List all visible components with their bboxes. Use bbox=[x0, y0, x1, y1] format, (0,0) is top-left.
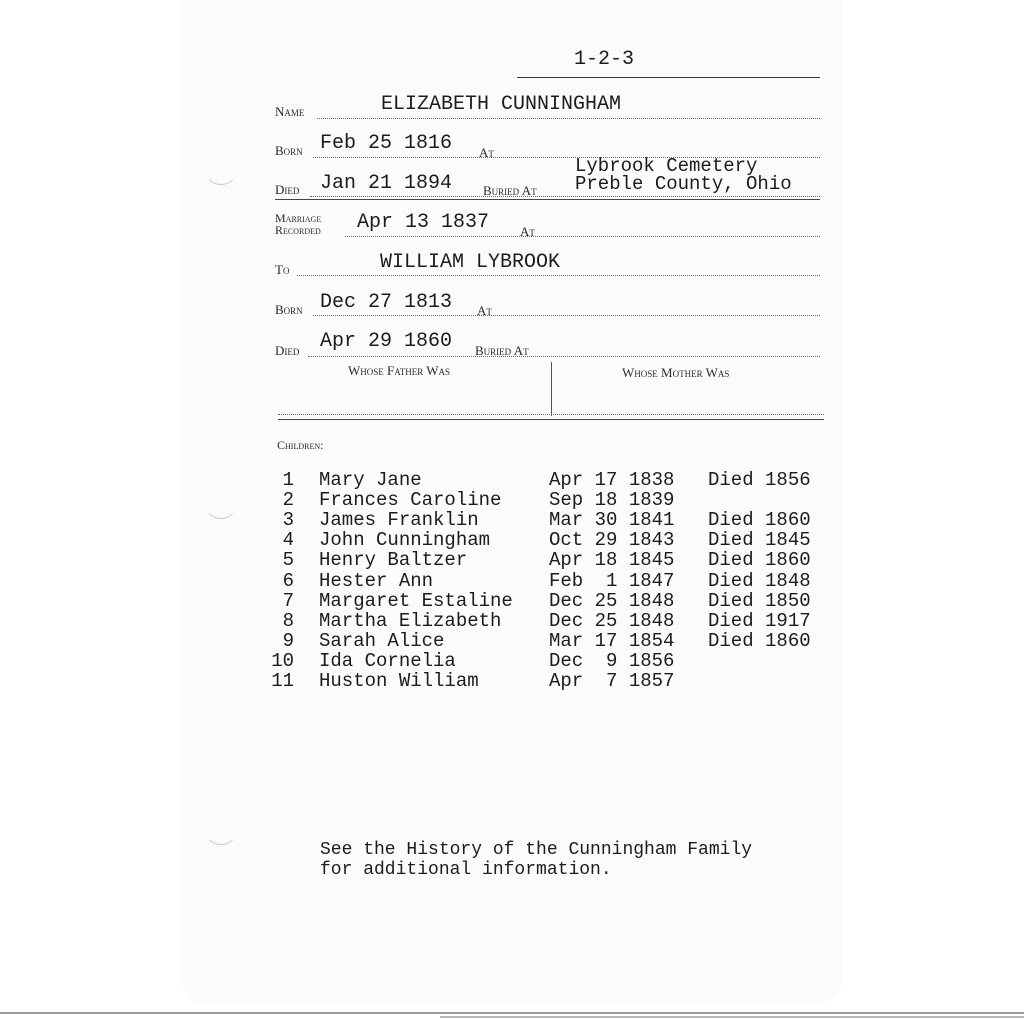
child-birth: Mar 30 1841 bbox=[549, 509, 675, 531]
parents-rule bbox=[278, 419, 824, 420]
spouse-name: WILLIAM LYBROOK bbox=[380, 251, 561, 274]
child-name: Huston William bbox=[319, 670, 479, 692]
marriage-date: Apr 13 1837 bbox=[357, 211, 490, 234]
card-number: 1-2-3 bbox=[574, 48, 635, 71]
punch-hole bbox=[204, 486, 238, 519]
spouse-born-dotted-line bbox=[313, 315, 820, 316]
child-name: Martha Elizabeth bbox=[319, 610, 502, 632]
person-name: ELIZABETH CUNNINGHAM bbox=[381, 93, 622, 116]
note-line1: See the History of the Cunningham Family bbox=[320, 840, 753, 860]
child-number: 1 bbox=[282, 469, 294, 491]
child-birth: Dec 9 1856 bbox=[549, 650, 675, 672]
child-died: Died 1845 bbox=[708, 529, 811, 551]
child-birth: Apr 7 1857 bbox=[549, 670, 675, 692]
child-birth: Apr 17 1838 bbox=[549, 469, 675, 491]
child-birth: Mar 17 1854 bbox=[549, 630, 675, 652]
child-died: Died 1917 bbox=[708, 610, 811, 632]
parents-divider bbox=[551, 362, 552, 416]
child-name: Hester Ann bbox=[319, 570, 434, 592]
died-dotted-line bbox=[310, 196, 820, 197]
child-died: Died 1856 bbox=[708, 469, 811, 491]
child-birth: Sep 18 1839 bbox=[549, 489, 675, 511]
child-birth: Apr 18 1845 bbox=[549, 549, 675, 571]
child-birth: Feb 1 1847 bbox=[549, 570, 675, 592]
burial-place-line2: Preble County, Ohio bbox=[575, 173, 792, 195]
note-line2: for additional information. bbox=[320, 860, 612, 880]
spouse-born-label: Born bbox=[275, 302, 303, 317]
to-label: To bbox=[275, 262, 290, 277]
punch-hole bbox=[204, 152, 238, 185]
child-number: 9 bbox=[282, 630, 294, 652]
child-number: 8 bbox=[282, 610, 294, 632]
child-number: 6 bbox=[282, 570, 294, 592]
child-died: Died 1860 bbox=[708, 630, 811, 652]
child-birth: Dec 25 1848 bbox=[549, 610, 675, 632]
spouse-buried-at-label: Buried At bbox=[475, 343, 529, 358]
card-number-rule bbox=[517, 77, 820, 78]
children-label: Children: bbox=[277, 438, 324, 452]
section-rule bbox=[275, 199, 820, 200]
child-number: 5 bbox=[282, 549, 294, 571]
child-name: Mary Jane bbox=[319, 469, 422, 491]
whose-father-was-label: Whose Father Was bbox=[348, 363, 451, 378]
spouse-born: Dec 27 1813 bbox=[320, 291, 453, 314]
child-number: 3 bbox=[282, 509, 294, 531]
child-died: Died 1848 bbox=[708, 570, 811, 592]
child-name: Frances Caroline bbox=[319, 489, 502, 511]
child-name: Ida Cornelia bbox=[319, 650, 456, 672]
person-died: Jan 21 1894 bbox=[320, 172, 453, 195]
child-name: John Cunningham bbox=[319, 529, 491, 551]
marriage-at-label: At bbox=[520, 224, 535, 239]
child-died: Died 1860 bbox=[708, 509, 811, 531]
child-number: 11 bbox=[271, 670, 294, 692]
spouse-died: Apr 29 1860 bbox=[320, 330, 453, 353]
marriage-label: Marriage bbox=[275, 211, 322, 225]
spouse-died-label: Died bbox=[275, 343, 300, 358]
whose-mother-was-label: Whose Mother Was bbox=[622, 365, 730, 380]
spouse-died-dotted-line bbox=[308, 356, 820, 357]
burial-place-line1: Lybrook Cemetery bbox=[575, 155, 758, 177]
child-number: 7 bbox=[282, 590, 294, 612]
child-number: 2 bbox=[282, 489, 294, 511]
scan-edge bbox=[0, 1012, 1024, 1014]
child-birth: Oct 29 1843 bbox=[549, 529, 675, 551]
born-label: Born bbox=[275, 143, 303, 158]
name-dotted-line bbox=[317, 118, 820, 119]
child-name: Henry Baltzer bbox=[319, 549, 468, 571]
parents-dotted-line bbox=[278, 414, 824, 415]
child-name: Margaret Estaline bbox=[319, 590, 513, 612]
child-number: 4 bbox=[282, 529, 294, 551]
born-at-label: At bbox=[479, 145, 494, 160]
child-died: Died 1860 bbox=[708, 549, 811, 571]
child-name: James Franklin bbox=[319, 509, 479, 531]
punch-hole bbox=[204, 812, 238, 845]
person-born: Feb 25 1816 bbox=[320, 132, 453, 155]
spouse-born-at-label: At bbox=[477, 303, 492, 318]
died-label: Died bbox=[275, 182, 300, 197]
marriage-dotted-line bbox=[345, 236, 820, 237]
child-died: Died 1850 bbox=[708, 590, 811, 612]
name-label: Name bbox=[275, 104, 305, 119]
child-name: Sarah Alice bbox=[319, 630, 445, 652]
scan-edge bbox=[440, 1016, 1024, 1018]
to-dotted-line bbox=[297, 275, 820, 276]
child-birth: Dec 25 1848 bbox=[549, 590, 675, 612]
buried-at-label: Buried At bbox=[483, 183, 537, 198]
child-number: 10 bbox=[271, 650, 294, 672]
recorded-label: Recorded bbox=[275, 223, 321, 237]
